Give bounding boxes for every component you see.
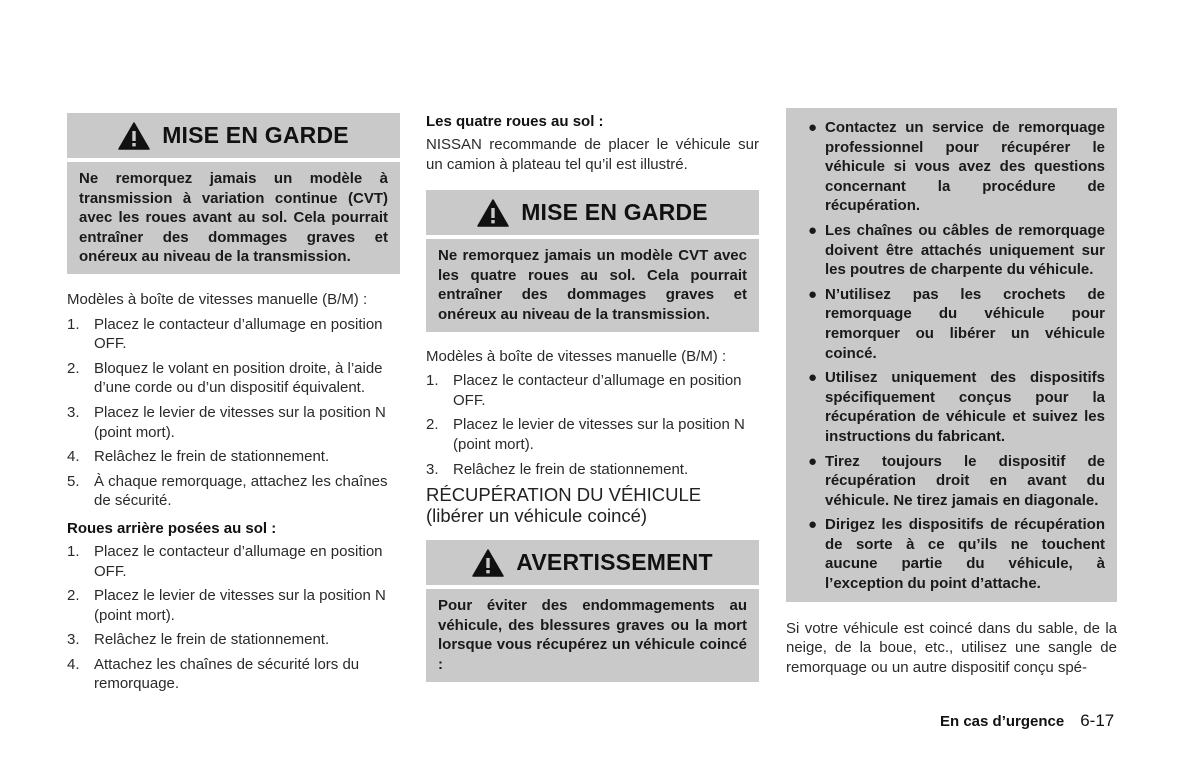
footer-section-name: En cas d’urgence xyxy=(940,713,1065,730)
list-item: 1. Placez le contacteur d’allumage en position OFF. xyxy=(426,372,742,409)
section-title: RÉCUPÉRATION DU VÉHICULE (libérer un véhicule coincé) xyxy=(426,484,702,527)
list-item: ● Utilisez uniquement des dispositifs spécifiquement conçus pour la récupération de véhicule et suivez les instructions du fabricant. xyxy=(798,368,1105,446)
list-item: 2. Bloquez le volant en position droite, à l’aide d’une corde ou d’un dispositif équivalent. xyxy=(67,359,383,397)
bullet-icon: ● xyxy=(808,516,818,534)
warning-title: AVERTISSEMENT xyxy=(516,549,713,576)
list-item: ● Dirigez les dispositifs de récupération de sorte à ce qu’ils ne touchent aucune partie du véhicule, à l’exception du point d’attache. xyxy=(798,515,1105,593)
caution-title: MISE EN GARDE xyxy=(162,122,349,148)
list-item: 3. Relâchez le frein de stationnement. xyxy=(67,631,330,649)
rear-steps-list xyxy=(67,542,400,694)
list-item: 5. À chaque remorquage, attachez les chaînes de sécurité. xyxy=(67,472,388,510)
list-item: ● N’utilisez pas les crochets de remorquage du véhicule pour remorquer ou libérer un véhicule coincé. xyxy=(798,285,1105,363)
bullet-icon: ● xyxy=(808,119,818,136)
bullet-icon: ● xyxy=(808,452,818,470)
list-item: 4. Relâchez le frein de stationnement. xyxy=(67,448,330,466)
list-item: 1. Placez le contacteur d’allumage en position OFF. xyxy=(67,542,383,580)
column-1 xyxy=(67,113,400,694)
caution-body: Ne remorquez jamais un modèle CVT avec les quatre roues au sol. Cela pourrait entraîner des dommages graves et onéreux au niveau de la transmission. xyxy=(426,239,759,331)
four-wheels-intro: NISSAN recommande de placer le véhicule sur un camion à plateau tel qu’il est illustré. xyxy=(426,136,759,173)
manual-steps-list xyxy=(426,371,759,479)
precautions-box xyxy=(786,108,1117,602)
warning-body: Pour éviter des endommagements au véhicule, des blessures graves ou la mort lorsque vous récupérez un véhicule coincé : xyxy=(426,589,759,681)
warning-triangle-icon xyxy=(118,122,150,150)
page-number: 6-17 xyxy=(1080,711,1115,730)
bullet-icon: ● xyxy=(808,285,818,303)
list-item: 2. Placez le levier de vitesses sur la position N (point mort). xyxy=(67,587,386,624)
warning-triangle-icon xyxy=(472,549,504,577)
manual-steps-list xyxy=(67,315,400,511)
list-item: ● Les chaînes ou câbles de remorquage doivent être attachés uniquement sur les poutres de charpente du véhicule. xyxy=(798,221,1105,280)
four-wheels-heading: Les quatre roues au sol : xyxy=(426,113,604,130)
column-2 xyxy=(426,113,759,682)
list-item: 1. Placez le contacteur d’allumage en position OFF. xyxy=(67,315,383,353)
caution-body: Ne remorquez jamais un modèle à transmission à variation continue (CVT) avec les roues avant au sol. Cela pourrait entraîner des dommages graves et onéreux au niveau de la transmission. xyxy=(67,162,400,274)
warning-header xyxy=(426,540,759,585)
caution-header xyxy=(67,113,400,158)
caution-header xyxy=(426,190,759,235)
list-item: ● Contactez un service de remorquage professionnel pour récupérer le véhicule si vous avez des questions concernant la procédure de récupération. xyxy=(798,118,1105,216)
list-item: 3. Relâchez le frein de stationnement. xyxy=(426,460,689,478)
list-item: 2. Placez le levier de vitesses sur la position N (point mort). xyxy=(426,416,745,453)
manual-intro: Modèles à boîte de vitesses manuelle (B/M) : xyxy=(67,290,368,308)
column-3 xyxy=(786,108,1117,677)
manual-intro: Modèles à boîte de vitesses manuelle (B/M) : xyxy=(426,347,727,365)
precautions-list xyxy=(798,118,1105,594)
bullet-icon: ● xyxy=(808,221,818,239)
list-item: 3. Placez le levier de vitesses sur la position N (point mort). xyxy=(67,403,386,441)
caution-title: MISE EN GARDE xyxy=(521,199,708,226)
list-item: ● Tirez toujours le dispositif de récupération droit en avant du véhicule. Ne tirez jamais en diagonale. xyxy=(798,452,1105,511)
bullet-icon: ● xyxy=(808,369,818,387)
rear-heading: Roues arrière posées au sol : xyxy=(67,519,277,537)
list-item: 4. Attachez les chaînes de sécurité lors du remorquage. xyxy=(67,655,360,693)
closing-paragraph: Si votre véhicule est coincé dans du sable, de la neige, de la boue, etc., utilisez une sangle de remorquage ou un autre dispositif conçu spé- xyxy=(786,619,1117,676)
page-footer xyxy=(940,711,1114,731)
warning-triangle-icon xyxy=(477,199,509,227)
